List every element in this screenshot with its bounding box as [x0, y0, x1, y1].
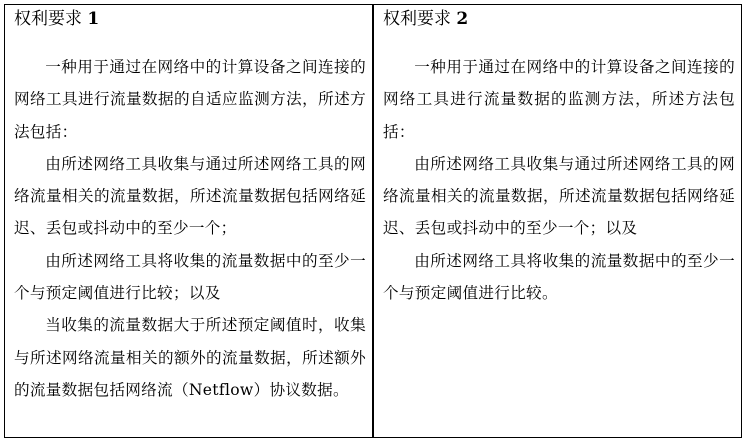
claim-1-paragraph: 由所述网络工具将收集的流量数据中的至少一个与预定阈值进行比较；以及 — [14, 251, 366, 303]
claim-2-heading — [383, 8, 741, 30]
claim-1-heading — [14, 8, 372, 30]
claims-comparison-table — [4, 4, 742, 438]
claim-1-heading-number: 1 — [87, 9, 100, 29]
claim-1-paragraph: 一种用于通过在网络中的计算设备之间连接的网络工具进行流量数据的自适应监测方法，所述方法包括： — [14, 58, 366, 141]
claim-1-cell — [5, 5, 374, 438]
claims-row — [5, 5, 742, 438]
claim-2-heading-number: 2 — [456, 9, 469, 29]
claim-2-paragraph: 由所述网络工具将收集的流量数据中的至少一个与预定阈值进行比较。 — [383, 251, 735, 303]
claim-1-paragraph: 由所述网络工具收集与通过所述网络工具的网络流量相关的流量数据，所述流量数据包括网络延迟、丢包或抖动中的至少一个； — [14, 154, 366, 238]
claim-2-cell — [373, 5, 742, 438]
claim-2-heading-prefix: 权利要求 — [383, 9, 451, 29]
claim-1-heading-prefix: 权利要求 — [14, 9, 82, 29]
claim-2-paragraph: 由所述网络工具收集与通过所述网络工具的网络流量相关的流量数据，所述流量数据包括网络延迟、丢包或抖动中的至少一个；以及 — [383, 154, 735, 238]
claim-2-paragraph: 一种用于通过在网络中的计算设备之间连接的网络工具进行流量数据的监测方法，所述方法包括： — [383, 58, 735, 141]
claim-1-paragraph: 当收集的流量数据大于所述预定阈值时，收集与所述网络流量相关的额外的流量数据，所述额外的流量数据包括网络流（Netflow）协议数据。 — [14, 316, 366, 399]
